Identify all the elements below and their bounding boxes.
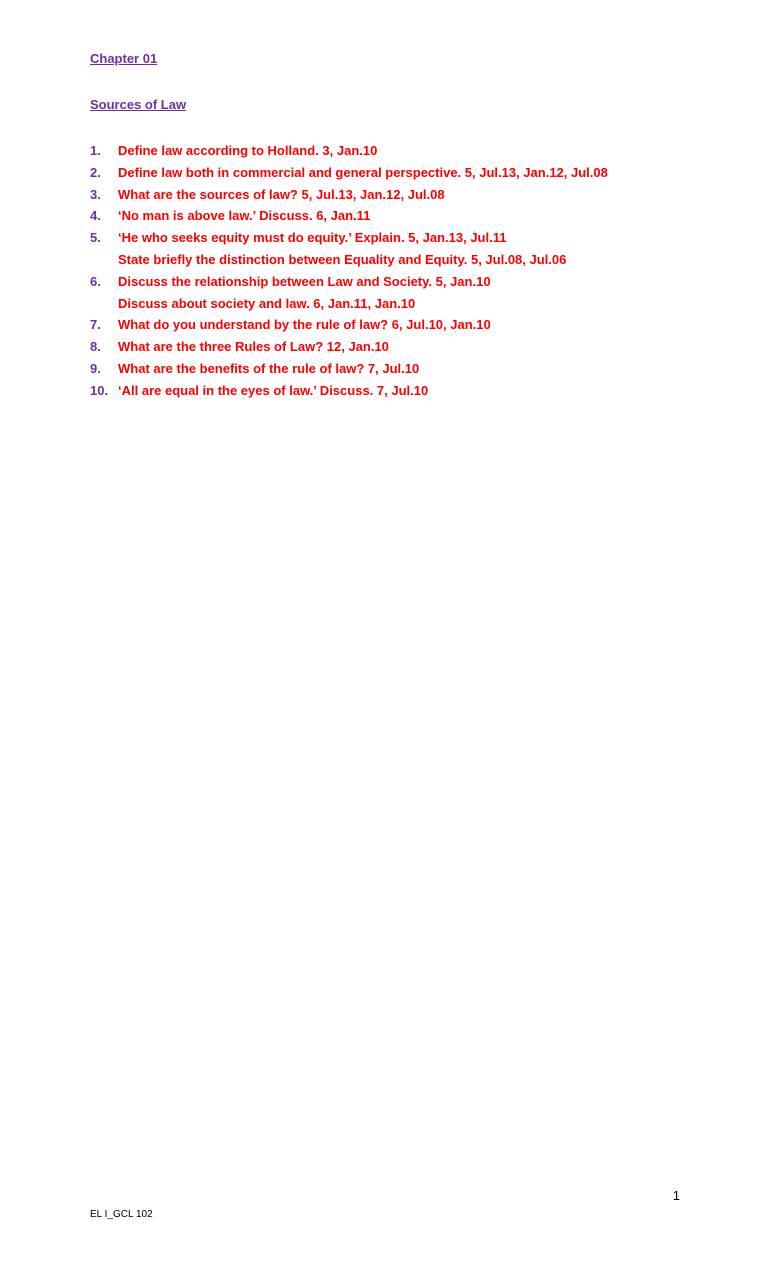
chapter-heading: Chapter 01 xyxy=(90,51,158,66)
page-number: 1 xyxy=(672,1188,680,1203)
question-text: Define law according to Holland. 3, Jan.10 xyxy=(118,143,378,158)
question-number: 7. xyxy=(90,317,101,333)
question-text: What are the three Rules of Law? 12, Jan.10 xyxy=(118,339,389,355)
question-number: 9. xyxy=(90,360,101,376)
question-number: 1. xyxy=(90,143,101,158)
question-item xyxy=(90,184,608,206)
question-item xyxy=(90,162,608,184)
question-list xyxy=(90,140,608,402)
question-text: What are the sources of law? 5, Jul.13, Jan.12, Jul.08 xyxy=(118,186,445,202)
question-item xyxy=(90,249,608,271)
question-text: ‘He who seeks equity must do equity.’ Explain. 5, Jan.13, Jul.11 xyxy=(118,230,507,246)
question-text: State briefly the distinction between Equality and Equity. 5, Jul.08, Jul.06 xyxy=(118,251,567,267)
question-number: 3. xyxy=(90,186,101,202)
question-item xyxy=(90,271,608,293)
question-text: ‘All are equal in the eyes of law.’ Discuss. 7, Jul.10 xyxy=(118,382,429,398)
question-item xyxy=(90,336,608,358)
question-text: What do you understand by the rule of law? 6, Jul.10, Jan.10 xyxy=(118,317,491,333)
question-item xyxy=(90,140,608,162)
question-text: Discuss about society and law. 6, Jan.11, Jan.10 xyxy=(118,295,416,311)
question-text: ‘No man is above law.’ Discuss. 6, Jan.11 xyxy=(118,208,371,224)
question-text: What are the benefits of the rule of law? 7, Jul.10 xyxy=(118,360,420,376)
question-number: 8. xyxy=(90,339,101,355)
question-number: 5. xyxy=(90,230,101,246)
question-item xyxy=(90,227,608,249)
question-item xyxy=(90,358,608,380)
question-text: Define law both in commercial and general perspective. 5, Jul.13, Jan.12, Jul.08 xyxy=(118,164,608,180)
question-item xyxy=(90,380,608,402)
question-number: 2. xyxy=(90,164,101,180)
question-item xyxy=(90,205,608,227)
question-text: Discuss the relationship between Law and Society. 5, Jan.10 xyxy=(118,273,491,289)
section-heading: Sources of Law xyxy=(90,97,187,112)
question-number: 10. xyxy=(90,382,109,398)
question-number: 6. xyxy=(90,273,101,289)
question-item xyxy=(90,293,608,315)
question-item xyxy=(90,314,608,336)
question-number: 4. xyxy=(90,208,101,224)
footer-text: EL I_GCL 102 xyxy=(90,1209,153,1220)
